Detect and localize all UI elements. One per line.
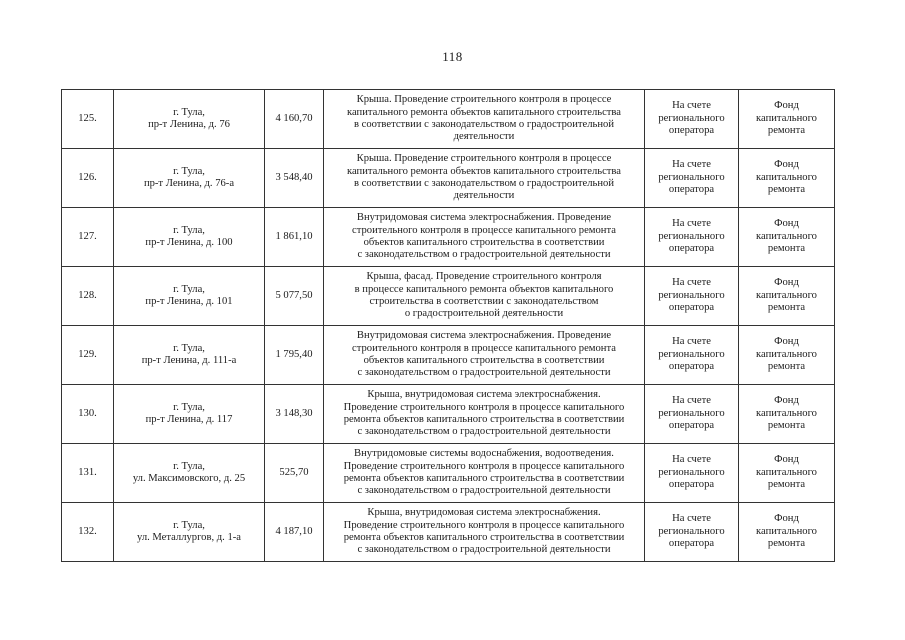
fund-cell xyxy=(739,444,835,503)
account-cell-line: оператора xyxy=(668,125,715,137)
table-row xyxy=(62,90,835,149)
work-description-cell xyxy=(324,326,645,385)
work-description-cell-line: с законодательством о градостроительной деятельности xyxy=(357,426,611,438)
account-cell xyxy=(645,444,739,503)
work-description-cell-line: в соответствии с законодательством о градостроительной xyxy=(354,119,614,130)
fund-cell-line: капитального xyxy=(756,230,817,242)
fund-cell-line: капитального xyxy=(756,112,817,124)
fund-cell-line: капитального xyxy=(756,407,817,419)
row-number: 126. xyxy=(62,149,114,208)
area-cell: 5 077,50 xyxy=(265,267,324,326)
fund-cell-line: Фонд xyxy=(774,277,799,289)
fund-cell xyxy=(739,326,835,385)
fund-cell-line: ремонта xyxy=(767,184,806,196)
account-cell xyxy=(645,385,739,444)
work-description-cell xyxy=(324,267,645,326)
row-number: 132. xyxy=(62,503,114,562)
account-cell-line: оператора xyxy=(668,538,715,550)
area-cell: 4 187,10 xyxy=(265,503,324,562)
fund-cell-line: ремонта xyxy=(767,420,806,432)
area-cell: 3 148,30 xyxy=(265,385,324,444)
account-cell-line: регионального xyxy=(658,348,725,360)
account-cell-line: регионального xyxy=(658,171,725,183)
fund-cell-line: капитального xyxy=(756,289,817,301)
work-description-cell-line: Крыша. Проведение строительного контроля в процессе xyxy=(356,153,612,165)
account-cell xyxy=(645,503,739,562)
work-description-cell-line: капитального ремонта объектов капитального строительства xyxy=(347,165,621,177)
account-cell xyxy=(645,149,739,208)
account-cell-line: регионального xyxy=(658,407,725,419)
work-description-cell xyxy=(324,90,645,149)
table-row xyxy=(62,267,835,326)
work-description-cell-line: строительного контроля в процессе капитального ремонта xyxy=(352,342,616,354)
fund-cell xyxy=(739,503,835,562)
fund-cell-line: Фонд xyxy=(774,336,799,348)
fund-cell xyxy=(739,267,835,326)
address-cell-line: пр-т Ленина, д. 100 xyxy=(145,237,233,248)
fund-cell-line: Фонд xyxy=(774,395,799,407)
address-cell xyxy=(114,90,265,149)
row-number: 131. xyxy=(62,444,114,503)
work-description-cell xyxy=(324,208,645,267)
address-cell-line: пр-т Ленина, д. 117 xyxy=(145,414,233,425)
work-description-cell-line: с законодательством о градостроительной деятельности xyxy=(357,367,611,379)
row-number: 130. xyxy=(62,385,114,444)
account-cell-line: оператора xyxy=(668,184,715,196)
account-cell-line: оператора xyxy=(668,361,715,373)
work-description-cell-line: Внутридомовые системы водоснабжения, водоотведения. xyxy=(354,448,614,460)
account-cell-line: На счете xyxy=(672,159,711,171)
work-description-cell-line: деятельности xyxy=(453,190,515,202)
fund-cell-line: капитального xyxy=(756,525,817,537)
work-description-cell-line: объектов капитального строительства в соответствии xyxy=(363,237,605,248)
fund-cell-line: Фонд xyxy=(774,454,799,466)
area-cell: 1 861,10 xyxy=(265,208,324,267)
work-description-cell-line: ремонта объектов капитального строительства в соответствии xyxy=(343,473,625,484)
account-cell-line: оператора xyxy=(668,243,715,255)
work-description-cell-line: в соответствии с законодательством о градостроительной xyxy=(354,178,614,189)
fund-cell-line: ремонта xyxy=(767,479,806,491)
fund-cell-line: Фонд xyxy=(774,100,799,112)
account-cell-line: На счете xyxy=(672,454,711,466)
account-cell xyxy=(645,90,739,149)
work-description-cell-line: с законодательством о градостроительной деятельности xyxy=(357,485,611,497)
table-row xyxy=(62,444,835,503)
work-description-cell-line: Крыша, фасад. Проведение строительного контроля xyxy=(366,271,602,283)
work-description-cell-line: ремонта объектов капитального строительства в соответствии xyxy=(343,532,625,543)
address-cell xyxy=(114,149,265,208)
address-cell-line: г. Тула, xyxy=(173,342,205,354)
row-number: 128. xyxy=(62,267,114,326)
account-cell xyxy=(645,208,739,267)
work-description-cell xyxy=(324,385,645,444)
address-cell-line: пр-т Ленина, д. 76 xyxy=(148,119,230,130)
account-cell-line: На счете xyxy=(672,513,711,525)
work-description-cell-line: Проведение строительного контроля в процессе капитального xyxy=(343,519,625,531)
fund-cell-line: капитального xyxy=(756,171,817,183)
address-cell xyxy=(114,385,265,444)
account-cell-line: оператора xyxy=(668,479,715,491)
work-description-cell xyxy=(324,149,645,208)
work-description-cell-line: объектов капитального строительства в соответствии xyxy=(363,355,605,366)
address-cell-line: г. Тула, xyxy=(173,165,205,177)
account-cell-line: На счете xyxy=(672,336,711,348)
area-cell: 3 548,40 xyxy=(265,149,324,208)
row-number: 127. xyxy=(62,208,114,267)
account-cell-line: регионального xyxy=(658,466,725,478)
work-description-cell-line: с законодательством о градостроительной деятельности xyxy=(357,249,611,261)
row-number: 125. xyxy=(62,90,114,149)
page-number: 118 xyxy=(442,49,463,64)
table-row xyxy=(62,149,835,208)
work-description-cell-line: Крыша, внутридомовая система электроснабжения. xyxy=(367,389,601,401)
works-table-body xyxy=(62,90,835,562)
fund-cell-line: ремонта xyxy=(767,361,806,373)
fund-cell-line: капитального xyxy=(756,466,817,478)
table-row xyxy=(62,385,835,444)
account-cell-line: оператора xyxy=(668,420,715,432)
work-description-cell-line: Проведение строительного контроля в процессе капитального xyxy=(343,460,625,472)
account-cell-line: На счете xyxy=(672,100,711,112)
address-cell xyxy=(114,326,265,385)
row-number: 129. xyxy=(62,326,114,385)
address-cell xyxy=(114,444,265,503)
fund-cell-line: ремонта xyxy=(767,538,806,550)
work-description-cell-line: о градостроительной деятельности xyxy=(404,308,564,320)
account-cell-line: На счете xyxy=(672,277,711,289)
fund-cell-line: Фонд xyxy=(774,218,799,230)
area-cell: 4 160,70 xyxy=(265,90,324,149)
address-cell-line: ул. Металлургов, д. 1-а xyxy=(136,532,241,543)
fund-cell-line: ремонта xyxy=(767,302,806,314)
account-cell-line: регионального xyxy=(658,230,725,242)
address-cell xyxy=(114,503,265,562)
account-cell xyxy=(645,267,739,326)
address-cell-line: пр-т Ленина, д. 111-а xyxy=(141,355,237,366)
fund-cell-line: Фонд xyxy=(774,159,799,171)
area-cell: 525,70 xyxy=(265,444,324,503)
work-description-cell-line: Внутридомовая система электроснабжения. Проведение xyxy=(356,330,612,342)
account-cell-line: регионального xyxy=(658,525,725,537)
work-description-cell-line: строительства в соответствии с законодательством xyxy=(369,296,599,307)
address-cell-line: ул. Максимовского, д. 25 xyxy=(132,473,246,484)
work-description-cell-line: Внутридомовая система электроснабжения. Проведение xyxy=(356,212,612,224)
work-description-cell-line: с законодательством о градостроительной деятельности xyxy=(357,544,611,556)
account-cell-line: регионального xyxy=(658,112,725,124)
work-description-cell xyxy=(324,503,645,562)
address-cell-line: г. Тула, xyxy=(173,224,205,236)
address-cell-line: пр-т Ленина, д. 101 xyxy=(145,296,233,307)
fund-cell-line: ремонта xyxy=(767,243,806,255)
table-row xyxy=(62,208,835,267)
address-cell xyxy=(114,267,265,326)
address-cell-line: г. Тула, xyxy=(173,106,205,118)
address-cell-line: г. Тула, xyxy=(173,460,205,472)
fund-cell xyxy=(739,385,835,444)
address-cell-line: г. Тула, xyxy=(173,401,205,413)
fund-cell xyxy=(739,149,835,208)
account-cell-line: оператора xyxy=(668,302,715,314)
address-cell-line: г. Тула, xyxy=(173,283,205,295)
account-cell-line: На счете xyxy=(672,395,711,407)
work-description-cell xyxy=(324,444,645,503)
fund-cell xyxy=(739,208,835,267)
works-table xyxy=(61,89,835,562)
work-description-cell-line: Проведение строительного контроля в процессе капитального xyxy=(343,401,625,413)
address-cell xyxy=(114,208,265,267)
area-cell: 1 795,40 xyxy=(265,326,324,385)
work-description-cell-line: капитального ремонта объектов капитального строительства xyxy=(347,106,621,118)
work-description-cell-line: ремонта объектов капитального строительства в соответствии xyxy=(343,414,625,425)
fund-cell-line: капитального xyxy=(756,348,817,360)
account-cell-line: На счете xyxy=(672,218,711,230)
work-description-cell-line: Крыша. Проведение строительного контроля в процессе xyxy=(356,94,612,106)
account-cell-line: регионального xyxy=(658,289,725,301)
work-description-cell-line: в процессе капитального ремонта объектов капитального xyxy=(354,283,614,295)
fund-cell-line: ремонта xyxy=(767,125,806,137)
work-description-cell-line: деятельности xyxy=(453,131,515,143)
address-cell-line: пр-т Ленина, д. 76-а xyxy=(143,178,235,189)
table-row xyxy=(62,326,835,385)
work-description-cell-line: Крыша, внутридомовая система электроснабжения. xyxy=(367,507,601,519)
work-description-cell-line: строительного контроля в процессе капитального ремонта xyxy=(352,224,616,236)
fund-cell-line: Фонд xyxy=(774,513,799,525)
address-cell-line: г. Тула, xyxy=(173,519,205,531)
table-row xyxy=(62,503,835,562)
account-cell xyxy=(645,326,739,385)
fund-cell xyxy=(739,90,835,149)
